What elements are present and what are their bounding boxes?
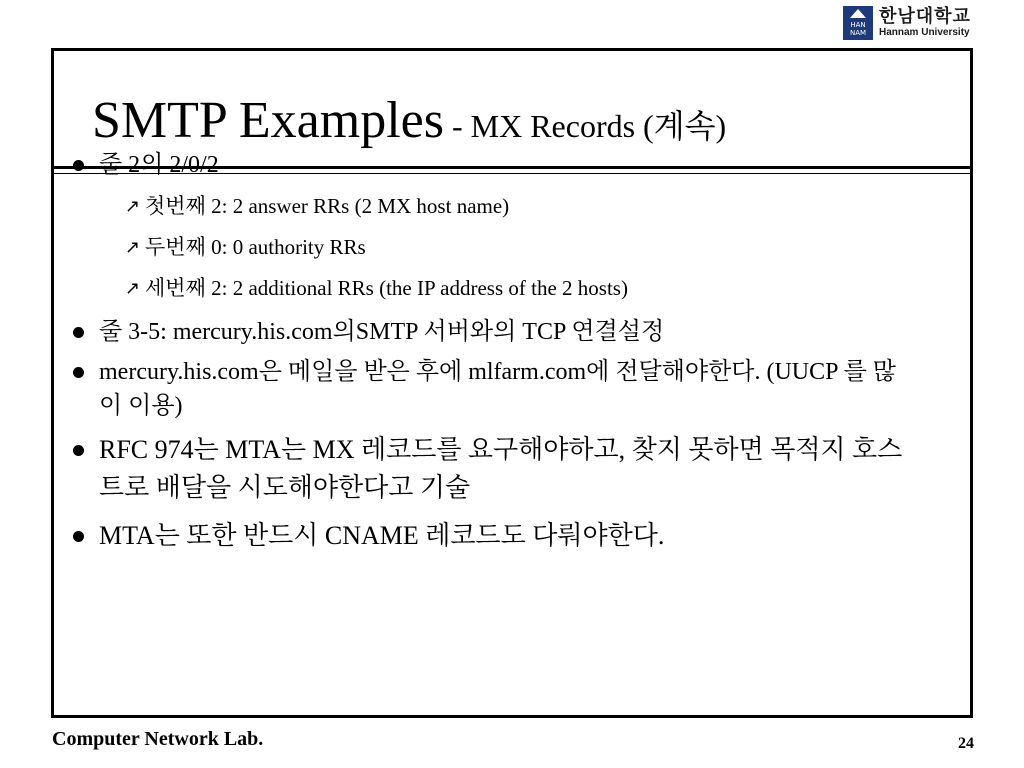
bullet-item: 줄 2의 2/0/2: [73, 148, 903, 182]
bullet-dot-icon: [73, 367, 84, 378]
bullet-dot-icon: [73, 445, 84, 456]
slide-title: [92, 91, 726, 150]
sub-bullet-item: ↗ 세번째 2: 2 additional RRs (the IP address of the 2 hosts): [73, 268, 903, 309]
arrow-up-right-icon: ↗: [125, 237, 141, 258]
logo-name-english: Hannam University: [879, 27, 970, 38]
logo-name-korean: 한남대학교: [879, 6, 971, 27]
university-logo: [843, 6, 971, 40]
slide-body: [73, 148, 903, 559]
page-number: 24: [958, 735, 974, 752]
bullet-dot-icon: [73, 531, 84, 542]
slide-title-sub: - MX Records (계속): [443, 108, 727, 144]
arrow-up-right-icon: ↗: [125, 196, 141, 217]
bullet-item: mercury.his.com은 메일을 받은 후에 mlfarm.com에 전달해야한다. (UUCP 를 많이 이용): [73, 355, 903, 423]
slide-title-main: SMTP Examples: [92, 92, 444, 149]
university-emblem-icon: HAN NAM: [843, 6, 873, 40]
bullet-dot-icon: [73, 327, 84, 338]
arrow-up-right-icon: ↗: [125, 278, 141, 299]
footer-lab-name: Computer Network Lab.: [52, 728, 264, 750]
bullet-item: 줄 3-5: mercury.his.com의SMTP 서버와의 TCP 연결설정: [73, 315, 903, 349]
bullet-item: MTA는 또한 반드시 CNAME 레코드도 다뤄야한다.: [73, 517, 903, 555]
sub-bullet-item: ↗ 두번째 0: 0 authority RRs: [73, 227, 903, 268]
sub-bullet-item: ↗ 첫번째 2: 2 answer RRs (2 MX host name): [73, 186, 903, 227]
bullet-item: RFC 974는 MTA는 MX 레코드를 요구해야하고, 찾지 못하면 목적지 호스트로 배달을 시도해야한다고 기술: [73, 431, 903, 507]
bullet-dot-icon: [73, 160, 84, 171]
